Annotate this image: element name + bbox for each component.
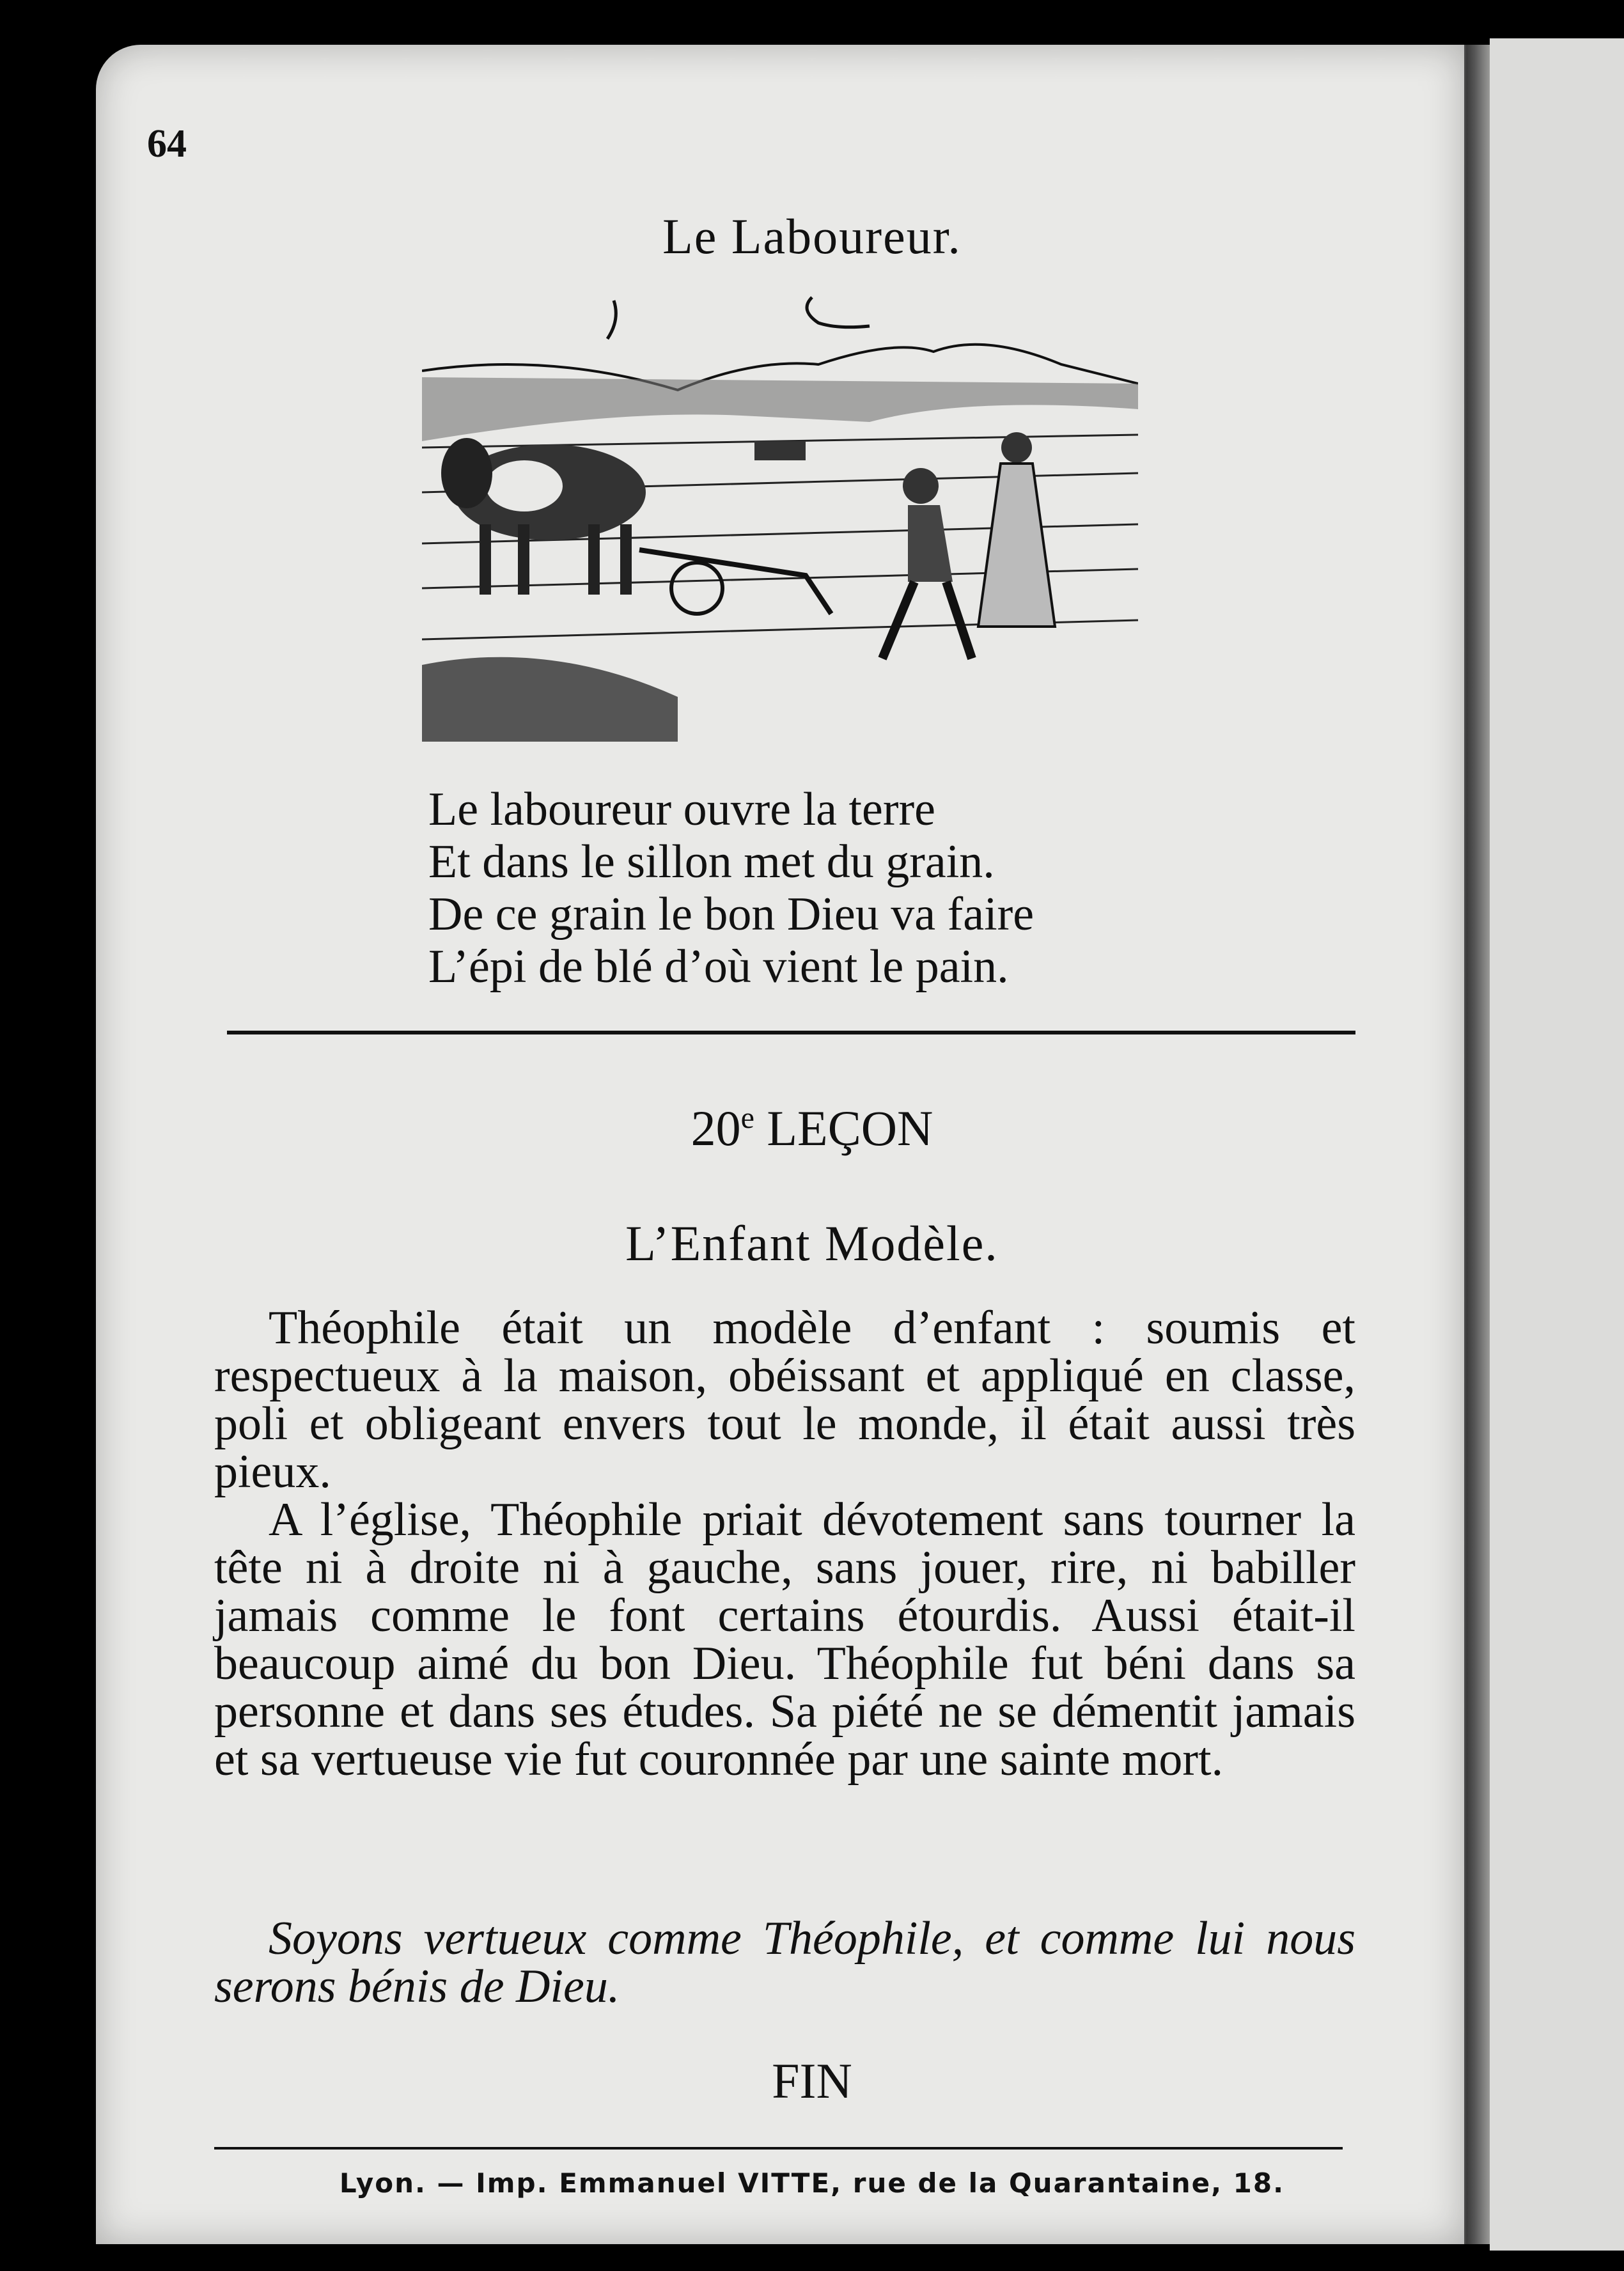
poem-line: Et dans le sillon met du grain.: [428, 836, 995, 888]
section-divider: [227, 1031, 1355, 1034]
footer-rule: [214, 2147, 1343, 2150]
lesson-number-superscript: e: [740, 1101, 754, 1135]
poem-line: De ce grain le bon Dieu va faire: [428, 888, 1035, 940]
lesson-moral: [214, 1912, 1355, 2013]
lesson-number-word: LEÇON: [754, 1100, 933, 1156]
poem: [428, 783, 1034, 993]
printer-imprint: Lyon. — Imp. Emmanuel VITTE, rue de la Quarantaine, 18.: [339, 2167, 1285, 2199]
lesson-title: L’Enfant Modèle.: [625, 1215, 999, 1271]
lesson-number-digits: 20: [691, 1100, 741, 1156]
poem-line: Le laboureur ouvre la terre: [428, 783, 936, 836]
end-marker: FIN: [772, 2053, 852, 2109]
lesson-body: [214, 1304, 1355, 1784]
plowing-illustration: [422, 281, 1138, 742]
paragraph: A l’église, Théophile priait dévotement sans tourner la tête ni à droite ni à gauche, sans jouer, rire, ni babiller jamais comme le font certains étourdis. Aussi était-il beaucoup aimé du bon Dieu. Théophile fut béni dans sa personne et dans ses études. Sa piété ne se démentit jamais et sa vertueuse vie fut couronnée par une sainte mort.: [214, 1494, 1355, 1786]
poem-line: L’épi de blé d’où vient le pain.: [428, 940, 1009, 993]
lesson-number: [0, 1100, 1624, 1157]
paragraph: Théophile était un modèle d’enfant : soumis et respectueux à la maison, obéissant et appliqué en classe, poli et obligeant envers tout le monde, il était aussi très pieux.: [214, 1302, 1355, 1498]
poem-title: Le Laboureur.: [662, 208, 962, 264]
moral-text: Soyons vertueux comme Théophile, et comme lui nous serons bénis de Dieu.: [214, 1912, 1355, 2013]
page-number: 64: [147, 122, 187, 166]
